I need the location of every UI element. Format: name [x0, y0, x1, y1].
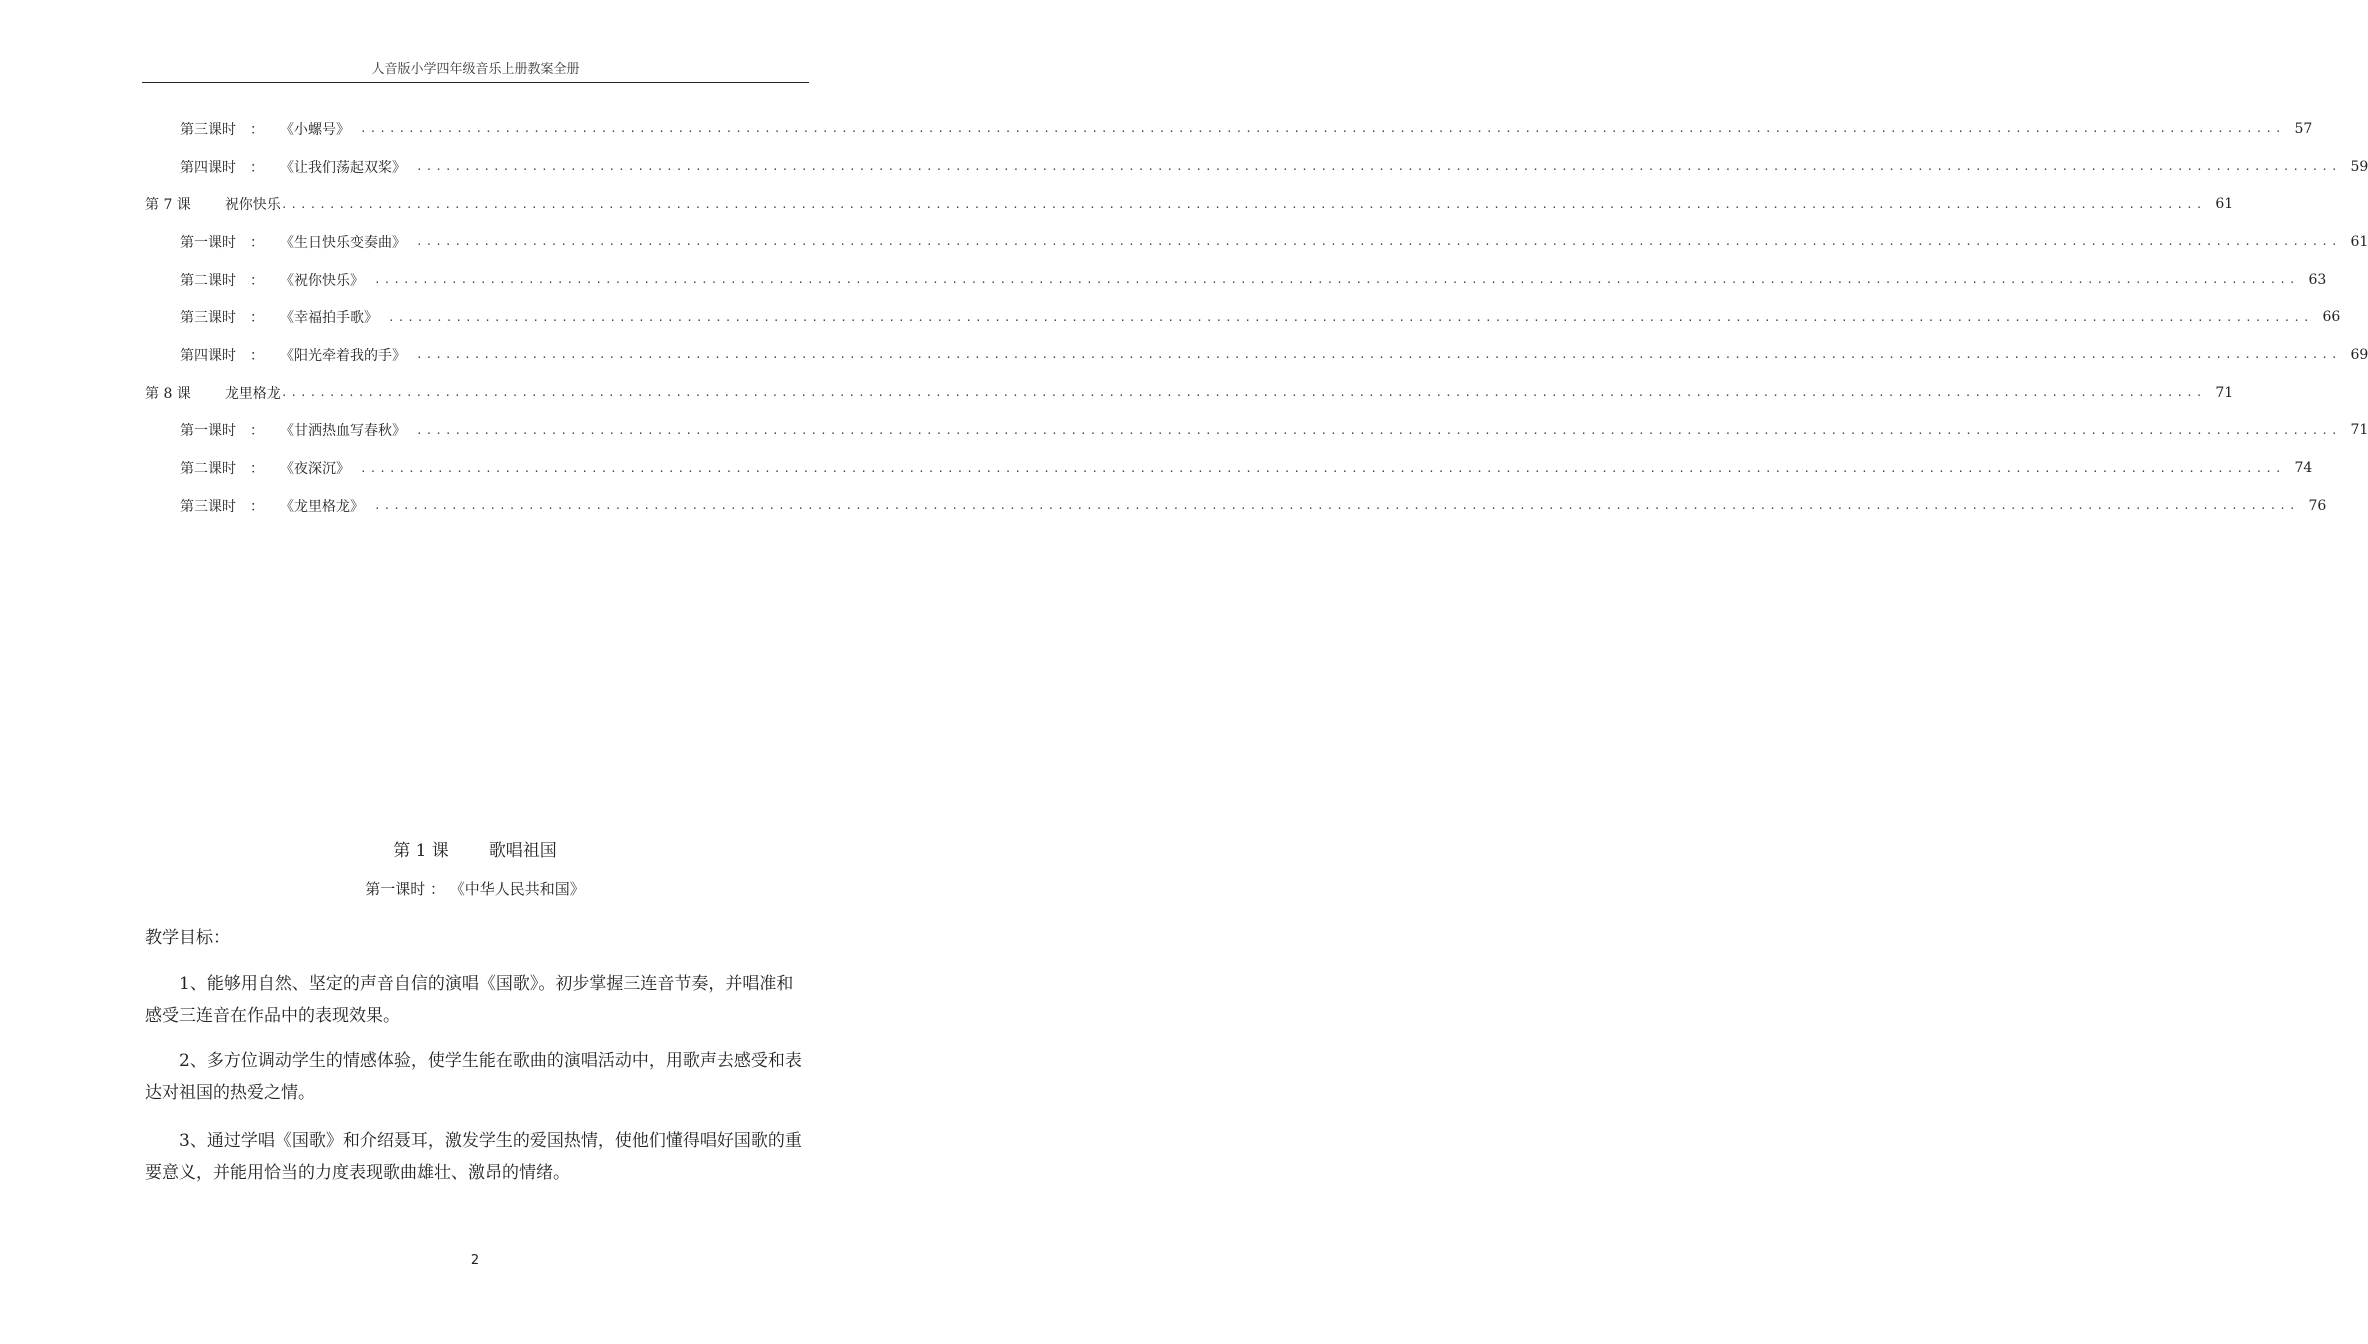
toc-colon: ：	[250, 159, 264, 176]
toc-leader-dots: ........................................................................................................................................................................................................	[388, 310, 2313, 324]
toc-session-label: 第四课时	[180, 159, 236, 176]
toc-lesson-number: 第 7 课	[145, 197, 191, 214]
toc-session-label: 第四课时	[180, 347, 236, 364]
toc-colon: ：	[250, 310, 264, 327]
toc-colon: ：	[250, 234, 264, 251]
toc-session-entry[interactable]	[145, 148, 2368, 186]
toc-session-label: 第一课时	[180, 423, 236, 440]
toc-colon: ：	[250, 461, 264, 478]
toc-session-entry[interactable]	[145, 412, 2368, 450]
toc-session-label: 第二课时	[180, 272, 236, 289]
toc-lesson-entry[interactable]	[145, 374, 2234, 412]
toc-page-number: 61	[2215, 196, 2234, 213]
toc-page-number: 76	[2308, 497, 2327, 514]
toc-session-entry[interactable]	[145, 487, 2327, 525]
toc-page-number: 61	[2350, 233, 2368, 250]
toc-song-title: 《龙里格龙》	[280, 498, 364, 515]
toc-session-label: 第一课时	[180, 234, 236, 251]
toc-song-title: 《生日快乐变奏曲》	[280, 234, 406, 251]
toc-lesson-number: 第 8 课	[145, 385, 191, 402]
toc-page-number: 57	[2294, 120, 2313, 137]
page-number: 2	[470, 1253, 480, 1268]
toc-leader-dots: ........................................................................................................................................................................................................	[360, 461, 2285, 475]
goal-paragraph-2: 2、多方位调动学生的情感体验，使学生能在歌曲的演唱活动中，用歌声去感受和表达对祖国的热爱之情。	[145, 1051, 802, 1103]
toc-page-number: 66	[2322, 309, 2341, 326]
toc-song-title: 《让我们荡起双桨》	[280, 159, 406, 176]
table-of-contents	[145, 110, 2368, 525]
toc-leader-dots: ........................................................................................................................................................................................................	[416, 235, 2341, 249]
toc-leader-dots: ........................................................................................................................................................................................................	[374, 499, 2299, 513]
lesson-title: 歌唱祖国	[488, 841, 557, 861]
toc-leader-dots: ........................................................................................................................................................................................................	[280, 386, 2206, 400]
header-divider	[142, 82, 809, 83]
lesson-heading	[0, 836, 950, 861]
toc-session-label: 第二课时	[180, 461, 236, 478]
toc-page-number: 74	[2294, 460, 2313, 477]
toc-leader-dots: ........................................................................................................................................................................................................	[360, 122, 2285, 136]
toc-session-entry[interactable]	[145, 110, 2313, 148]
toc-lesson-title: 龙里格龙	[224, 385, 281, 402]
goal-paragraph-1: 1、能够用自然、坚定的声音自信的演唱《国歌》。初步掌握三连音节奏，并唱准和感受三连音在作品中的表现效果。	[145, 974, 794, 1026]
toc-colon: ：	[250, 498, 264, 515]
toc-page-number: 63	[2308, 271, 2327, 288]
toc-leader-dots: ........................................................................................................................................................................................................	[416, 348, 2341, 362]
session-heading: 第一课时 ： 《中华人民共和国》	[365, 880, 585, 898]
toc-session-entry[interactable]	[145, 298, 2341, 336]
toc-song-title: 《祝你快乐》	[280, 272, 364, 289]
toc-session-label: 第三课时	[180, 498, 236, 515]
toc-song-title: 《甘洒热血写春秋》	[280, 423, 406, 440]
toc-page-number: 59	[2350, 158, 2368, 175]
toc-session-label: 第三课时	[180, 310, 236, 327]
toc-session-entry[interactable]	[145, 261, 2327, 299]
toc-page-number: 71	[2350, 422, 2368, 439]
lesson-number: 第 1 课	[393, 841, 449, 861]
toc-colon: ：	[250, 121, 264, 138]
goal-paragraph-3: 3、通过学唱《国歌》和介绍聂耳，激发学生的爱国热情，使他们懂得唱好国歌的重要意义，并能用恰当的力度表现歌曲雄壮、激昂的情绪。	[145, 1131, 802, 1183]
toc-leader-dots: ........................................................................................................................................................................................................	[416, 160, 2341, 174]
toc-leader-dots: ........................................................................................................................................................................................................	[416, 423, 2341, 437]
toc-colon: ：	[250, 272, 264, 289]
toc-leader-dots: ........................................................................................................................................................................................................	[374, 273, 2299, 287]
toc-song-title: 《小螺号》	[280, 121, 350, 138]
toc-session-entry[interactable]	[145, 223, 2368, 261]
toc-song-title: 《夜深沉》	[280, 461, 350, 478]
toc-song-title: 《阳光牵着我的手》	[280, 347, 406, 364]
toc-song-title: 《幸福拍手歌》	[280, 310, 378, 327]
toc-page-number: 69	[2350, 346, 2368, 363]
toc-session-label: 第三课时	[180, 121, 236, 138]
toc-colon: ：	[250, 347, 264, 364]
toc-leader-dots: ........................................................................................................................................................................................................	[280, 197, 2206, 211]
toc-lesson-entry[interactable]	[145, 185, 2234, 223]
toc-lesson-title: 祝你快乐	[224, 197, 281, 214]
running-header: 人音版小学四年级音乐上册教案全册	[371, 62, 580, 77]
teaching-goals-label: 教学目标：	[145, 928, 230, 948]
toc-colon: ：	[250, 423, 264, 440]
toc-page-number: 71	[2215, 384, 2234, 401]
toc-session-entry[interactable]	[145, 449, 2313, 487]
toc-session-entry[interactable]	[145, 336, 2368, 374]
